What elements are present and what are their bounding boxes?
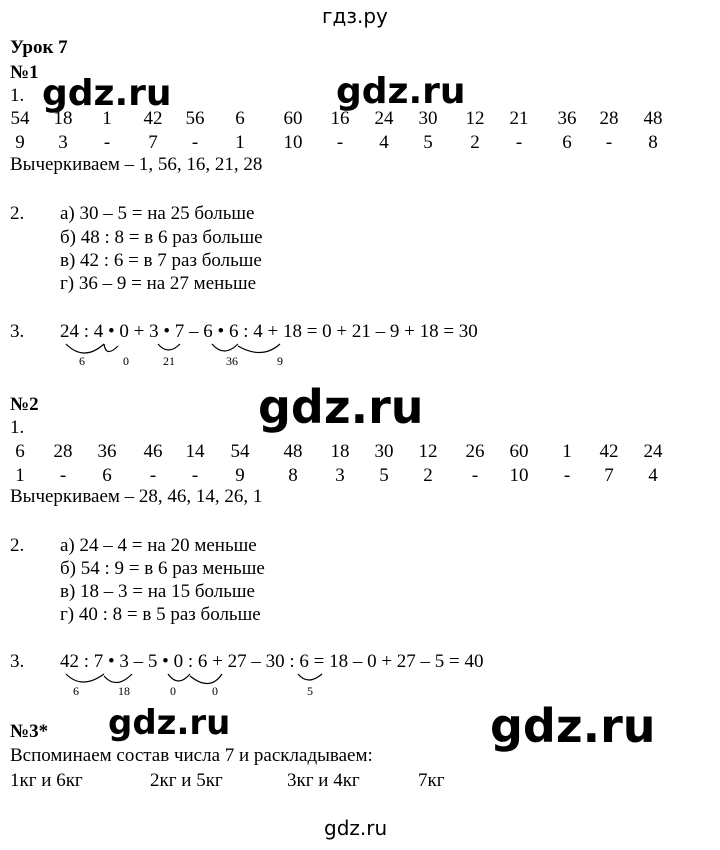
watermark: gdz.ru — [490, 699, 656, 753]
task2-part2-item-c: в) 18 – 3 = на 15 больше — [60, 581, 255, 602]
row-cell: 12 — [465, 108, 485, 129]
task3-option-2: 2кг и 5кг — [150, 770, 223, 791]
arc — [168, 674, 190, 681]
task1-cross-out: Вычеркиваем – 1, 56, 16, 21, 28 — [10, 154, 263, 175]
row-cell: 5 — [379, 465, 389, 486]
task2-part3-label: 3. — [10, 651, 25, 672]
row-cell: 9 — [235, 465, 245, 486]
row-cell: 3 — [58, 132, 68, 153]
row-cell: 7 — [148, 132, 158, 153]
arc — [66, 674, 104, 682]
task1-sub-6: 6 — [79, 354, 85, 368]
row-cell: 10 — [509, 465, 529, 486]
row-cell: - — [515, 132, 523, 153]
task3-intro: Вспоминаем состав числа 7 и раскладываем: — [10, 745, 373, 766]
task1-part2-item-a: а) 30 – 5 = на 25 больше — [60, 203, 255, 224]
row-cell: 14 — [185, 441, 205, 462]
row-cell: 26 — [465, 441, 485, 462]
row-cell: 28 — [53, 441, 73, 462]
row-cell: 2 — [470, 132, 480, 153]
row-cell: 21 — [509, 108, 529, 129]
task2-part2-item-a: а) 24 – 4 = на 20 меньше — [60, 535, 257, 556]
row-cell: - — [605, 132, 613, 153]
task2-heading: №2 — [10, 394, 39, 415]
watermark: gdz.ru — [258, 380, 424, 434]
row-cell: 28 — [599, 108, 619, 129]
task1-sub-36: 36 — [226, 354, 238, 368]
row-cell: 1 — [235, 132, 245, 153]
row-cell: 54 — [10, 108, 30, 129]
row-cell: 1 — [15, 465, 25, 486]
task1-sub-9: 9 — [277, 354, 283, 368]
task2-sub-18: 18 — [118, 684, 130, 698]
arc — [190, 674, 222, 684]
row-cell: 18 — [53, 108, 73, 129]
task3-option-4: 7кг — [418, 770, 445, 791]
row-cell: 54 — [230, 441, 250, 462]
row-cell: 4 — [648, 465, 658, 486]
site-footer: gdz.ru — [324, 816, 388, 840]
task2-cross-out: Вычеркиваем – 28, 46, 14, 26, 1 — [10, 486, 263, 507]
task2-part3-expression: 42 : 7 • 3 – 5 • 0 : 6 + 27 – 30 : 6 = 18 – 0 + 27 – 5 = 40 — [60, 651, 484, 672]
row-cell: 10 — [283, 132, 303, 153]
row-cell: 60 — [283, 108, 303, 129]
row-cell: - — [103, 132, 111, 153]
task1-sub-0: 0 — [123, 354, 129, 368]
task1-sub-21: 21 — [163, 354, 175, 368]
arc — [104, 674, 132, 683]
task3-option-3: 3кг и 4кг — [287, 770, 360, 791]
row-cell: 16 — [330, 108, 350, 129]
row-cell: - — [191, 132, 199, 153]
row-cell: 60 — [509, 441, 529, 462]
task3-heading: №3* — [10, 721, 49, 742]
row-cell: 6 — [102, 465, 112, 486]
row-cell: 48 — [643, 108, 663, 129]
row-cell: 7 — [604, 465, 614, 486]
row-cell: - — [59, 465, 67, 486]
row-cell: 12 — [418, 441, 438, 462]
task1-part2-label: 2. — [10, 203, 25, 224]
row-cell: 5 — [423, 132, 433, 153]
task2-sub-0b: 0 — [212, 684, 218, 698]
task1-part2-item-b: б) 48 : 8 = в 6 раз больше — [60, 227, 263, 248]
row-cell: 9 — [15, 132, 25, 153]
row-cell: 56 — [185, 108, 205, 129]
row-cell: - — [149, 465, 157, 486]
row-cell: 8 — [648, 132, 658, 153]
row-cell: 24 — [643, 441, 663, 462]
task1-part1-label: 1. — [10, 85, 25, 106]
row-cell: 6 — [235, 108, 245, 129]
row-cell: 2 — [423, 465, 433, 486]
row-cell: 30 — [418, 108, 438, 129]
row-cell: 36 — [557, 108, 577, 129]
task1-part3-expression: 24 : 4 • 0 + 3 • 7 – 6 • 6 : 4 + 18 = 0 + 21 – 9 + 18 = 30 — [60, 321, 478, 342]
row-cell: 4 — [379, 132, 389, 153]
row-cell: 1 — [102, 108, 112, 129]
task2-part2-label: 2. — [10, 535, 25, 556]
row-cell: 42 — [143, 108, 163, 129]
watermark: gdz.ru — [108, 703, 231, 743]
row-cell: 24 — [374, 108, 394, 129]
task2-sub-5: 5 — [307, 684, 313, 698]
watermark: gdz.ru — [336, 71, 466, 112]
task2-sub-0a: 0 — [170, 684, 176, 698]
row-cell: 6 — [15, 441, 25, 462]
site-header: гдз.ру — [322, 4, 388, 28]
row-cell: 1 — [562, 441, 572, 462]
row-cell: 48 — [283, 441, 303, 462]
row-cell: 46 — [143, 441, 163, 462]
row-cell: 6 — [562, 132, 572, 153]
watermark: gdz.ru — [42, 73, 172, 114]
row-cell: - — [191, 465, 199, 486]
row-cell: - — [563, 465, 571, 486]
row-cell: 36 — [97, 441, 117, 462]
task2-part2-item-b: б) 54 : 9 = в 6 раз меньше — [60, 558, 265, 579]
arc — [298, 674, 322, 680]
row-cell: 42 — [599, 441, 619, 462]
task1-part2-item-d: г) 36 – 9 = на 27 меньше — [60, 273, 257, 294]
row-cell: - — [471, 465, 479, 486]
row-cell: 3 — [335, 465, 345, 486]
task2-part2-item-d: г) 40 : 8 = в 5 раз больше — [60, 604, 261, 625]
task2-sub-6: 6 — [73, 684, 79, 698]
row-cell: 8 — [288, 465, 298, 486]
task3-option-1: 1кг и 6кг — [10, 770, 83, 791]
row-cell: 30 — [374, 441, 394, 462]
task1-heading: №1 — [10, 62, 39, 83]
lesson-title: Урок 7 — [10, 37, 68, 58]
task1-part3-label: 3. — [10, 321, 25, 342]
row-cell: - — [336, 132, 344, 153]
task2-part1-label: 1. — [10, 417, 25, 438]
task1-part2-item-c: в) 42 : 6 = в 7 раз больше — [60, 250, 262, 271]
row-cell: 18 — [330, 441, 350, 462]
